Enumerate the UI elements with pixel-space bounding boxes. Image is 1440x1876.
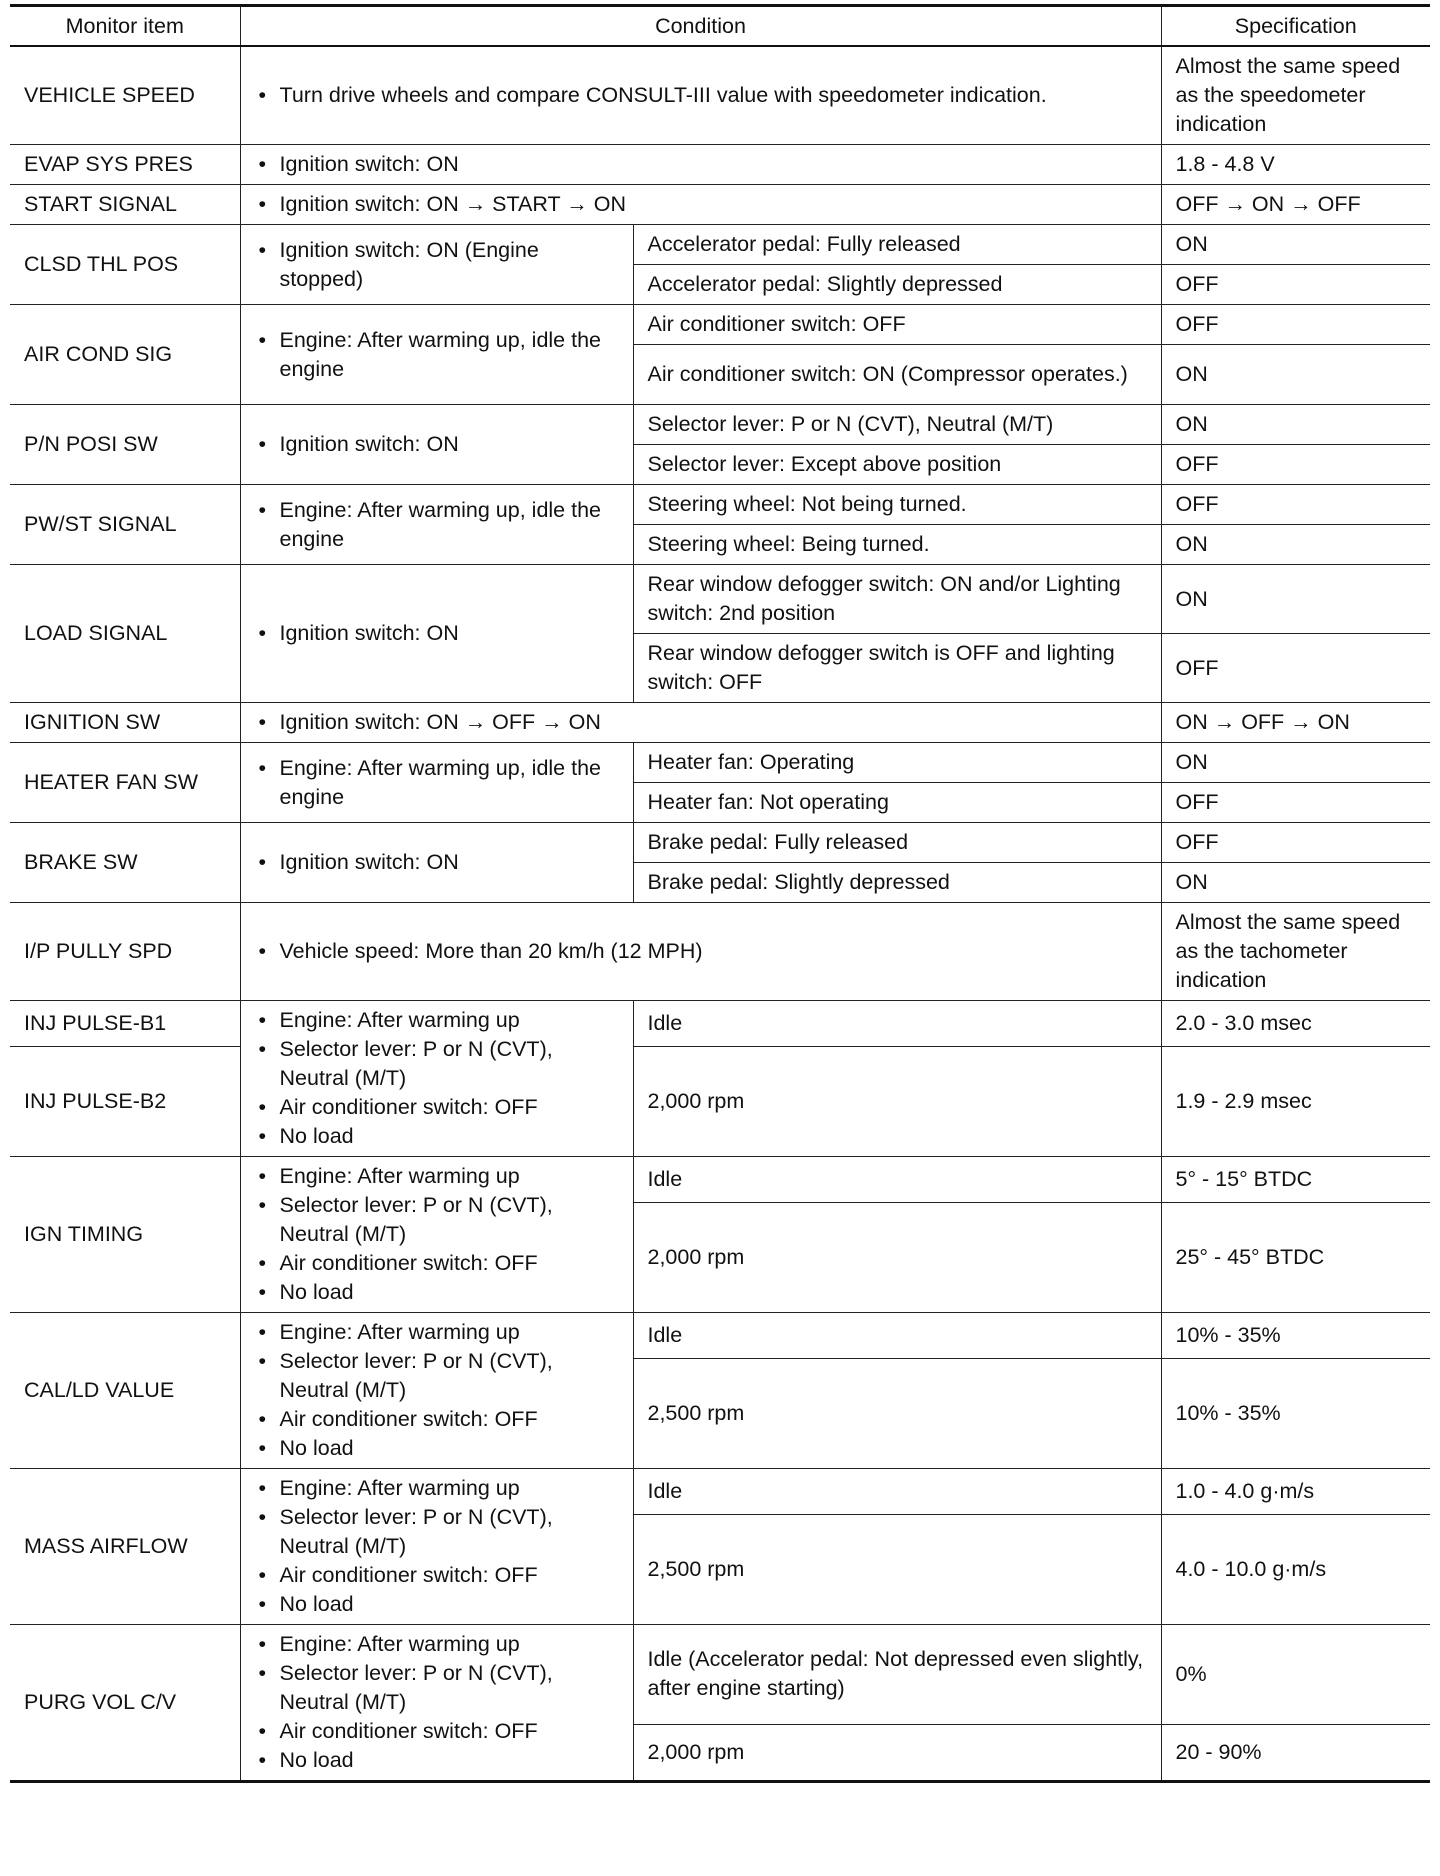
monitor-item: HEATER FAN SW: [10, 743, 240, 823]
header-specification: Specification: [1161, 6, 1430, 47]
condition-cell: [240, 1157, 633, 1313]
condition-cell: [240, 405, 633, 485]
spec-value: 5° - 15° BTDC: [1161, 1157, 1430, 1203]
sub-condition: Brake pedal: Fully released: [633, 823, 1161, 863]
condition-bullet: • No load: [255, 1122, 619, 1151]
table-row: [10, 405, 1430, 445]
monitor-item: PURG VOL C/V: [10, 1625, 240, 1782]
monitor-item: I/P PULLY SPD: [10, 903, 240, 1001]
condition-bullet: • Engine: After warming up: [255, 1474, 619, 1503]
sub-condition: 2,000 rpm: [633, 1202, 1161, 1312]
condition-cell: [240, 1625, 633, 1782]
spec-value: 1.9 - 2.9 msec: [1161, 1046, 1430, 1156]
condition-bullet: • Selector lever: P or N (CVT), Neutral (M/T): [255, 1503, 619, 1561]
sub-condition: Steering wheel: Being turned.: [633, 525, 1161, 565]
spec-value: OFF → ON → OFF: [1161, 185, 1430, 225]
condition-cell: [240, 1313, 633, 1469]
table-row: [10, 903, 1430, 1001]
spec-value: 10% - 35%: [1161, 1313, 1430, 1359]
monitor-item: IGN TIMING: [10, 1157, 240, 1313]
spec-value: 25° - 45° BTDC: [1161, 1202, 1430, 1312]
condition-bullet: • Engine: After warming up, idle the engine: [255, 496, 619, 554]
spec-value: OFF: [1161, 445, 1430, 485]
sub-condition: 2,500 rpm: [633, 1514, 1161, 1624]
sub-condition: Selector lever: Except above position: [633, 445, 1161, 485]
spec-value: ON → OFF → ON: [1161, 703, 1430, 743]
condition-bullet: • Ignition switch: ON → START → ON: [255, 190, 1147, 219]
sub-condition: Selector lever: P or N (CVT), Neutral (M/T): [633, 405, 1161, 445]
monitor-spec-table: [10, 4, 1430, 1783]
table-row: [10, 1313, 1430, 1359]
sub-condition: Heater fan: Operating: [633, 743, 1161, 783]
condition-bullet: • Engine: After warming up: [255, 1318, 619, 1347]
table-row: [10, 823, 1430, 863]
condition-bullet: • Engine: After warming up: [255, 1006, 619, 1035]
monitor-item: LOAD SIGNAL: [10, 565, 240, 703]
sub-condition: Rear window defogger switch: ON and/or Lighting switch: 2nd position: [633, 565, 1161, 634]
condition-bullet: • Air conditioner switch: OFF: [255, 1249, 619, 1278]
monitor-item: AIR COND SIG: [10, 305, 240, 405]
spec-value: 0%: [1161, 1625, 1430, 1725]
sub-condition: 2,500 rpm: [633, 1358, 1161, 1468]
condition-cell: [240, 1469, 633, 1625]
spec-value: 2.0 - 3.0 msec: [1161, 1001, 1430, 1047]
spec-value: ON: [1161, 565, 1430, 634]
condition-cell: [240, 903, 1161, 1001]
condition-cell: [240, 823, 633, 903]
condition-bullet: • No load: [255, 1590, 619, 1619]
table-row: [10, 1625, 1430, 1725]
condition-bullet: • Selector lever: P or N (CVT), Neutral (M/T): [255, 1191, 619, 1249]
condition-bullet: • Engine: After warming up, idle the engine: [255, 326, 619, 384]
monitor-item: CAL/LD VALUE: [10, 1313, 240, 1469]
spec-value: ON: [1161, 743, 1430, 783]
header-monitor-item: Monitor item: [10, 6, 240, 47]
sub-condition: Idle: [633, 1001, 1161, 1047]
monitor-item: PW/ST SIGNAL: [10, 485, 240, 565]
sub-condition: Air conditioner switch: OFF: [633, 305, 1161, 345]
monitor-item: MASS AIRFLOW: [10, 1469, 240, 1625]
condition-bullet: • Turn drive wheels and compare CONSULT-III value with speedometer indication.: [255, 81, 1147, 110]
sub-condition: Rear window defogger switch is OFF and lighting switch: OFF: [633, 634, 1161, 703]
table-row: [10, 1001, 1430, 1047]
spec-value: ON: [1161, 345, 1430, 405]
sub-condition: Heater fan: Not operating: [633, 783, 1161, 823]
condition-cell: [240, 145, 1161, 185]
spec-value: OFF: [1161, 823, 1430, 863]
table-row: [10, 485, 1430, 525]
table-row: [10, 1157, 1430, 1203]
table-row: [10, 305, 1430, 345]
sub-condition: Idle: [633, 1157, 1161, 1203]
condition-cell: [240, 485, 633, 565]
spec-value: ON: [1161, 405, 1430, 445]
condition-bullet: • Vehicle speed: More than 20 km/h (12 MPH): [255, 937, 1147, 966]
condition-cell: [240, 703, 1161, 743]
condition-bullet: • Ignition switch: ON: [255, 430, 619, 459]
condition-bullet: • Ignition switch: ON: [255, 150, 1147, 179]
monitor-item: EVAP SYS PRES: [10, 145, 240, 185]
monitor-item: START SIGNAL: [10, 185, 240, 225]
spec-value: OFF: [1161, 783, 1430, 823]
table-row: [10, 1469, 1430, 1515]
header-condition: Condition: [240, 6, 1161, 47]
sub-condition: Idle: [633, 1313, 1161, 1359]
condition-bullet: • Selector lever: P or N (CVT), Neutral (M/T): [255, 1659, 619, 1717]
condition-cell: [240, 743, 633, 823]
condition-bullet: • No load: [255, 1434, 619, 1463]
sub-condition: 2,000 rpm: [633, 1724, 1161, 1781]
condition-bullet: • Engine: After warming up: [255, 1162, 619, 1191]
condition-cell: [240, 46, 1161, 145]
spec-value: OFF: [1161, 305, 1430, 345]
table-row: [10, 46, 1430, 145]
table-row: [10, 145, 1430, 185]
condition-bullet: • No load: [255, 1746, 619, 1775]
header-row: [10, 6, 1430, 47]
monitor-item: BRAKE SW: [10, 823, 240, 903]
condition-bullet: • Air conditioner switch: OFF: [255, 1717, 619, 1746]
condition-cell: [240, 1001, 633, 1157]
condition-cell: [240, 225, 633, 305]
spec-value: 1.0 - 4.0 g·m/s: [1161, 1469, 1430, 1515]
spec-value: 1.8 - 4.8 V: [1161, 145, 1430, 185]
table-row: [10, 225, 1430, 265]
spec-value: Almost the same speed as the tachometer indication: [1161, 903, 1430, 1001]
condition-bullet: • Air conditioner switch: OFF: [255, 1093, 619, 1122]
table-row: [10, 703, 1430, 743]
condition-bullet: • Ignition switch: ON: [255, 848, 619, 877]
spec-value: 10% - 35%: [1161, 1358, 1430, 1468]
condition-bullet: • Engine: After warming up: [255, 1630, 619, 1659]
condition-bullet: • Engine: After warming up, idle the engine: [255, 754, 619, 812]
condition-bullet: • Ignition switch: ON (Engine stopped): [255, 236, 619, 294]
condition-bullet: • Air conditioner switch: OFF: [255, 1561, 619, 1590]
condition-cell: [240, 185, 1161, 225]
sub-condition: Accelerator pedal: Slightly depressed: [633, 265, 1161, 305]
sub-condition: Brake pedal: Slightly depressed: [633, 863, 1161, 903]
spec-value: 4.0 - 10.0 g·m/s: [1161, 1514, 1430, 1624]
table-row: [10, 185, 1430, 225]
table-row: [10, 743, 1430, 783]
condition-cell: [240, 565, 633, 703]
sub-condition: Idle: [633, 1469, 1161, 1515]
spec-value: OFF: [1161, 265, 1430, 305]
monitor-item: P/N POSI SW: [10, 405, 240, 485]
monitor-item: INJ PULSE-B2: [10, 1046, 240, 1156]
spec-value: ON: [1161, 525, 1430, 565]
condition-bullet: • Ignition switch: ON: [255, 619, 619, 648]
spec-value: ON: [1161, 225, 1430, 265]
table-row: [10, 565, 1430, 634]
spec-value: OFF: [1161, 485, 1430, 525]
sub-condition: Accelerator pedal: Fully released: [633, 225, 1161, 265]
monitor-item: VEHICLE SPEED: [10, 46, 240, 145]
sub-condition: Idle (Accelerator pedal: Not depressed even slightly, after engine starting): [633, 1625, 1161, 1725]
condition-bullet: • Selector lever: P or N (CVT), Neutral (M/T): [255, 1035, 619, 1093]
spec-value: ON: [1161, 863, 1430, 903]
condition-bullet: • Air conditioner switch: OFF: [255, 1405, 619, 1434]
spec-value: Almost the same speed as the speedometer indication: [1161, 46, 1430, 145]
sub-condition: Air conditioner switch: ON (Compressor operates.): [633, 345, 1161, 405]
monitor-item: CLSD THL POS: [10, 225, 240, 305]
monitor-item: IGNITION SW: [10, 703, 240, 743]
monitor-item: INJ PULSE-B1: [10, 1001, 240, 1047]
spec-value: 20 - 90%: [1161, 1724, 1430, 1781]
spec-value: OFF: [1161, 634, 1430, 703]
condition-bullet: • No load: [255, 1278, 619, 1307]
table-row: [10, 1046, 1430, 1156]
condition-bullet: • Ignition switch: ON → OFF → ON: [255, 708, 1147, 737]
condition-bullet: • Selector lever: P or N (CVT), Neutral (M/T): [255, 1347, 619, 1405]
condition-cell: [240, 305, 633, 405]
sub-condition: Steering wheel: Not being turned.: [633, 485, 1161, 525]
sub-condition: 2,000 rpm: [633, 1046, 1161, 1156]
